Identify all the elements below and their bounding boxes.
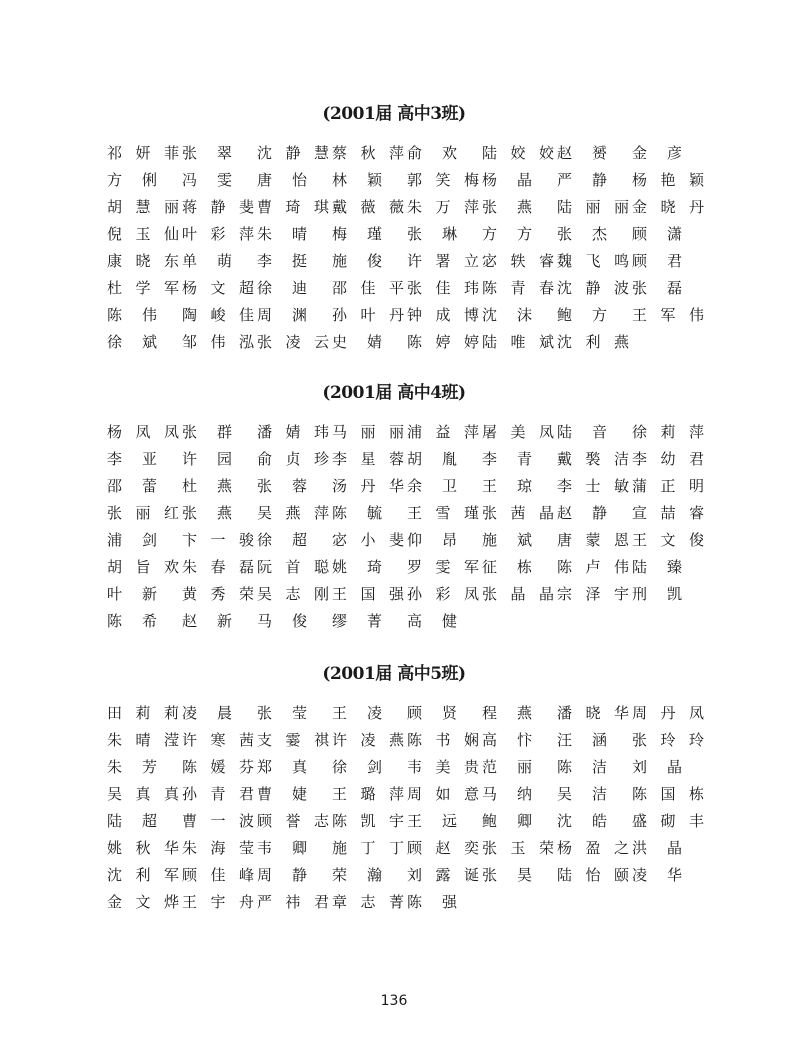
student-name: 宣 喆 睿 [632,504,704,522]
student-name: 李 士 敏 [557,477,629,495]
student-name: 魏 飞 鸣 [557,252,629,270]
student-name: 王 琼 [482,477,532,495]
student-name: 凌 晨 [182,704,232,722]
student-name: 许 寒 茜 [182,731,254,749]
student-name: 高 忭 [482,731,532,749]
student-name: 宓 轶 睿 [482,252,554,270]
student-name: 刘 露 诞 [407,866,479,884]
student-name: 徐 斌 [107,333,157,351]
student-name: 俞 贞 珍 [257,450,329,468]
student-name: 屠 美 凤 [482,423,554,441]
student-name: 孙 彩 凤 [407,585,479,603]
student-name: 支 霎 祺 [257,731,329,749]
student-name: 张 茜 晶 [482,504,554,522]
student-name: 朱 晴 [257,225,307,243]
student-name: 陈 强 [407,893,457,911]
student-name: 洪 晶 [632,839,682,857]
student-name: 沈 静 慧 [257,144,329,162]
student-name: 程 燕 [482,704,532,722]
student-name: 韦 美 贵 [407,758,479,776]
student-name: 许 园 [182,450,232,468]
section-title: (2001届 高中4班) [322,383,466,403]
student-name: 史 婧 [332,333,382,351]
student-name: 潘 婧 玮 [257,423,329,441]
student-name: 赵 新 [182,612,232,630]
student-name: 征 栋 [482,558,532,576]
section-title: (2001届 高中5班) [322,664,466,684]
student-name: 陈 凯 宇 [332,812,404,830]
student-name: 邵 佳 平 [332,279,404,297]
student-name: 胡 胤 [407,450,457,468]
student-name: 张 翠 [182,144,232,162]
student-name: 邹 伟 泓 [182,333,254,351]
student-name: 胡 慧 丽 [107,198,179,216]
student-name: 王 雪 瑾 [407,504,479,522]
student-name: 张 佳 玮 [407,279,479,297]
student-name: 许 署 立 [407,252,479,270]
student-name: 倪 玉 仙 [107,225,179,243]
student-name: 金 文 烨 [107,893,179,911]
student-name: 冯 雯 [182,171,232,189]
student-name: 顾 君 [632,252,682,270]
student-name: 汪 涵 [557,731,607,749]
student-name: 俞 欢 [407,144,457,162]
student-name: 阮 首 聪 [257,558,329,576]
student-name: 林 颖 [332,171,382,189]
student-name: 陈 毓 [332,504,382,522]
student-name: 徐 迪 [257,279,307,297]
student-name: 徐 剑 [332,758,382,776]
student-name: 陆 怡 颐 [557,866,629,884]
student-name: 杨 文 超 [182,279,254,297]
student-name: 陈 书 娴 [407,731,479,749]
student-name: 赵 静 [557,504,607,522]
student-name: 张 玲 玲 [632,731,704,749]
student-name: 陈 洁 [557,758,607,776]
student-name: 胡 旨 欢 [107,558,179,576]
student-name: 孙 青 君 [182,785,254,803]
student-name: 杨 盈 之 [557,839,629,857]
student-name: 杜 学 军 [107,279,179,297]
student-name: 韦 卿 [257,839,307,857]
student-name: 沈 皓 [557,812,607,830]
student-name: 宗 泽 宇 [557,585,629,603]
student-name: 李 幼 君 [632,450,704,468]
student-name: 王 璐 萍 [332,785,404,803]
student-name: 赵 赟 [557,144,607,162]
student-name: 田 莉 莉 [107,704,179,722]
student-name: 康 晓 东 [107,252,179,270]
student-name: 王 凌 [332,704,382,722]
student-name: 王 军 伟 [632,306,704,324]
student-name: 张 燕 [482,198,532,216]
student-name: 施 斌 [482,531,532,549]
student-name: 戴 褧 洁 [557,450,629,468]
student-name: 杨 艳 颖 [632,171,704,189]
student-name: 周 渊 [257,306,307,324]
student-name: 朱 晴 滢 [107,731,179,749]
student-name: 李 星 蓉 [332,450,404,468]
student-name: 杨 晶 [482,171,532,189]
student-name: 陆 唯 斌 [482,333,554,351]
student-name: 杨 凤 凤 [107,423,179,441]
student-name: 顾 佳 峰 [182,866,254,884]
student-name: 章 志 菁 [332,893,404,911]
student-name: 李 亚 [107,450,157,468]
student-name: 马 纳 [482,785,532,803]
student-name: 宓 小 斐 [332,531,404,549]
student-name: 徐 超 [257,531,307,549]
student-name: 张 杰 [557,225,607,243]
student-name: 施 丁 丁 [332,839,404,857]
student-name: 蒋 静 斐 [182,198,254,216]
student-name: 陈 卢 伟 [557,558,629,576]
student-name: 张 琳 [407,225,457,243]
student-name: 缪 菁 [332,612,382,630]
student-name: 郭 笑 梅 [407,171,479,189]
student-name: 唐 怡 [257,171,307,189]
student-name: 凌 华 [632,866,682,884]
student-name: 陆 姣 姣 [482,144,554,162]
student-name: 曹 琦 琪 [257,198,329,216]
student-name: 顾 赵 奕 [407,839,479,857]
student-name: 许 凌 燕 [332,731,404,749]
student-name: 陆 音 [557,423,607,441]
student-name: 张 蓉 [257,477,307,495]
student-name: 朱 万 萍 [407,198,479,216]
student-name: 浦 剑 [107,531,157,549]
student-name: 张 昊 [482,866,532,884]
student-name: 潘 晓 华 [557,704,629,722]
student-name: 钟 成 博 [407,306,479,324]
student-name: 严 祎 君 [257,893,329,911]
student-name: 姚 琦 [332,558,382,576]
name-grid [107,704,707,920]
student-name: 朱 海 莹 [182,839,254,857]
student-name: 罗 雯 军 [407,558,479,576]
student-name: 戴 薇 薇 [332,198,404,216]
student-name: 施 俊 [332,252,382,270]
student-name: 邵 蕾 [107,477,157,495]
student-name: 张 玉 荣 [482,839,554,857]
student-name: 曹 一 波 [182,812,254,830]
student-name: 张 丽 红 [107,504,179,522]
student-name: 陈 国 栋 [632,785,704,803]
student-name: 杜 燕 [182,477,232,495]
student-name: 荣 瀚 [332,866,382,884]
name-grid [107,144,707,360]
student-name: 陈 青 春 [482,279,554,297]
student-name: 顾 潇 [632,225,682,243]
student-name: 刑 凯 [632,585,682,603]
student-name: 鲍 方 [557,306,607,324]
student-name: 郑 真 [257,758,307,776]
student-name: 周 如 意 [407,785,479,803]
student-name: 黄 秀 荣 [182,585,254,603]
student-name: 鲍 卿 [482,812,532,830]
student-name: 刘 晶 [632,758,682,776]
student-name: 吴 燕 萍 [257,504,329,522]
student-name: 余 卫 [407,477,457,495]
student-name: 孙 叶 丹 [332,306,404,324]
student-name: 周 静 [257,866,307,884]
student-name: 单 萌 [182,252,232,270]
student-name: 曹 婕 [257,785,307,803]
student-name: 仰 昂 [407,531,457,549]
student-name: 周 丹 凤 [632,704,704,722]
student-name: 严 静 [557,171,607,189]
student-name: 叶 彩 萍 [182,225,254,243]
student-name: 盛 砌 丰 [632,812,704,830]
student-name: 姚 秋 华 [107,839,179,857]
student-name: 陆 超 [107,812,157,830]
student-name: 陆 臻 [632,558,682,576]
student-name: 沈 沫 [482,306,532,324]
student-name: 陆 丽 丽 [557,198,629,216]
student-name: 金 晓 丹 [632,198,704,216]
student-name: 叶 新 [107,585,157,603]
student-name: 方 俐 [107,171,157,189]
student-name: 马 丽 丽 [332,423,404,441]
student-name: 王 远 [407,812,457,830]
student-name: 马 俊 [257,612,307,630]
student-name: 吴 真 真 [107,785,179,803]
student-name: 卞 一 骏 [182,531,254,549]
student-name: 王 宇 舟 [182,893,254,911]
student-name: 张 晶 晶 [482,585,554,603]
student-name: 张 凌 云 [257,333,329,351]
student-name: 李 挺 [257,252,307,270]
student-name: 汤 丹 华 [332,477,404,495]
student-name: 李 青 [482,450,532,468]
student-name: 张 群 [182,423,232,441]
student-name: 陈 希 [107,612,157,630]
student-name: 王 国 强 [332,585,404,603]
student-name: 吴 洁 [557,785,607,803]
student-name: 顾 誉 志 [257,812,329,830]
student-name: 顾 贤 [407,704,457,722]
student-name: 陶 峻 佳 [182,306,254,324]
name-grid [107,423,707,639]
student-name: 陈 媛 芬 [182,758,254,776]
student-name: 方 方 [482,225,532,243]
student-name: 陈 伟 [107,306,157,324]
page-number: 136 [380,993,408,1009]
student-name: 朱 芳 [107,758,157,776]
student-name: 沈 利 军 [107,866,179,884]
student-name: 浦 益 萍 [407,423,479,441]
student-name: 金 彦 [632,144,682,162]
student-name: 张 燕 [182,504,232,522]
student-name: 高 健 [407,612,457,630]
student-name: 沈 利 燕 [557,333,629,351]
student-name: 蔡 秋 萍 [332,144,404,162]
student-name: 张 莹 [257,704,307,722]
student-name: 陈 婷 婷 [407,333,479,351]
student-name: 朱 春 磊 [182,558,254,576]
student-name: 王 文 俊 [632,531,704,549]
student-name: 张 磊 [632,279,682,297]
student-name: 唐 蒙 恩 [557,531,629,549]
student-name: 祁 妍 菲 [107,144,179,162]
section-title: (2001届 高中3班) [322,104,466,124]
student-name: 梅 瑾 [332,225,382,243]
student-name: 沈 静 波 [557,279,629,297]
student-name: 蒲 正 明 [632,477,704,495]
student-name: 吴 志 刚 [257,585,329,603]
student-name: 徐 莉 萍 [632,423,704,441]
student-name: 范 丽 [482,758,532,776]
